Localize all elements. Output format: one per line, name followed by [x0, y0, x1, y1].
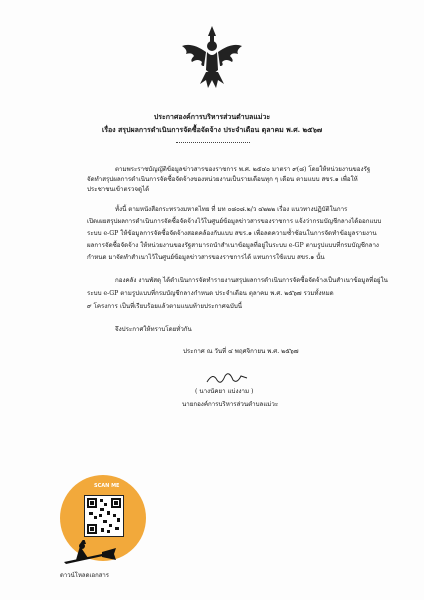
- paragraph-3-line: กองคลัง งานพัสดุ ได้ดำเนินการจัดทำรายงานสรุปผลการดำเนินการจัดซื้อจัดจ้างเป็นสำเนาข้อมูลที่อยู่ใน: [115, 277, 388, 284]
- closing-statement: จึงประกาศให้ทราบโดยทั่วกัน: [115, 326, 192, 333]
- paragraph-3-line: ๙ โครงการ เป็นที่เรียบร้อยแล้วตามแนบท้ายประกาศฉบับนี้: [87, 303, 242, 310]
- paragraph-1-line: ตามพระราชบัญญัติข้อมูลข่าวสารของราชการ พ.ศ. ๒๕๔๐ มาตรา ๙(๘) โดยให้หน่วยงานของรัฐ: [115, 166, 371, 173]
- witch-on-broom-icon: [62, 540, 118, 568]
- signatory-title: นายกองค์การบริหารส่วนตำบลแม่วะ: [182, 401, 279, 408]
- announcement-date: ประกาศ ณ วันที่ ๔ พฤศจิกายน พ.ศ. ๒๕๖๗: [183, 348, 299, 355]
- scan-me-label: SCAN ME: [94, 483, 120, 489]
- garuda-emblem-icon: [178, 22, 246, 92]
- document-issuer: ประกาศองค์การบริหารส่วนตำบลแม่วะ: [153, 112, 271, 121]
- document-subject: เรื่อง สรุปผลการดำเนินการจัดซื้อจัดจ้าง ประจำเดือน ตุลาคม พ.ศ. ๒๕๖๗: [101, 125, 323, 134]
- signatory-name: ( นางนัคยา แบ่งงาม ): [195, 388, 254, 395]
- qr-code-icon[interactable]: [84, 495, 124, 537]
- paragraph-2-line: ทั้งนี้ ตามหนังสือกระทรวงมหาดไทย ที่ มท ๐๘๐๘.๒/ว ๔๒๒๒ เรื่อง แนวทางปฏิบัติในการ: [115, 206, 348, 213]
- paragraph-2-line: ผลการจัดซื้อจัดจ้าง ให้หน่วยงานของรัฐสามารถนำสำเนาข้อมูลที่อยู่ในระบบ e-GP ตามรูปแบบที่กรมบัญชีกลาง: [87, 242, 379, 249]
- qr-caption: ดาวน์โหลดเอกสาร: [60, 572, 110, 579]
- paragraph-1-line: จัดทำสรุปผลการดำเนินการจัดซื้อจัดจ้างของหน่วยงานเป็นรายเดือนทุก ๆ เดือน ตามแบบ สขร.๑ เพื่อให้: [87, 176, 358, 183]
- paragraph-2-line: กำหนด มาจัดทำสำเนาไว้ในศูนย์ข้อมูลข่าวสารของราชการได้ แทนการใช้แบบ สขร.๑ นั้น: [87, 254, 325, 261]
- paragraph-3-line: ระบบ e-GP ตามรูปแบบที่กรมบัญชีกลางกำหนด ประจำเดือน ตุลาคม พ.ศ. ๒๕๖๗ รวมทั้งหมด: [87, 290, 334, 297]
- handwritten-signature: [205, 370, 249, 386]
- paragraph-2-line: เปิดเผยสรุปผลการดำเนินการจัดซื้อจัดจ้างไว้ในศูนย์ข้อมูลข่าวสารของราชการ แจ้งว่ากรมบัญชีกลางได้ออกแบบ: [87, 218, 382, 225]
- divider: [176, 142, 250, 143]
- paragraph-1-line: ประชาชนเข้าตรวจดูได้: [87, 186, 150, 193]
- paragraph-2-line: ระบบ e-GP ให้ข้อมูลการจัดซื้อจัดจ้างสอดคล้องกับแบบ สขร.๑ เพื่อลดความซ้ำซ้อนในการจัดทำข้อมูลรายงาน: [87, 230, 377, 237]
